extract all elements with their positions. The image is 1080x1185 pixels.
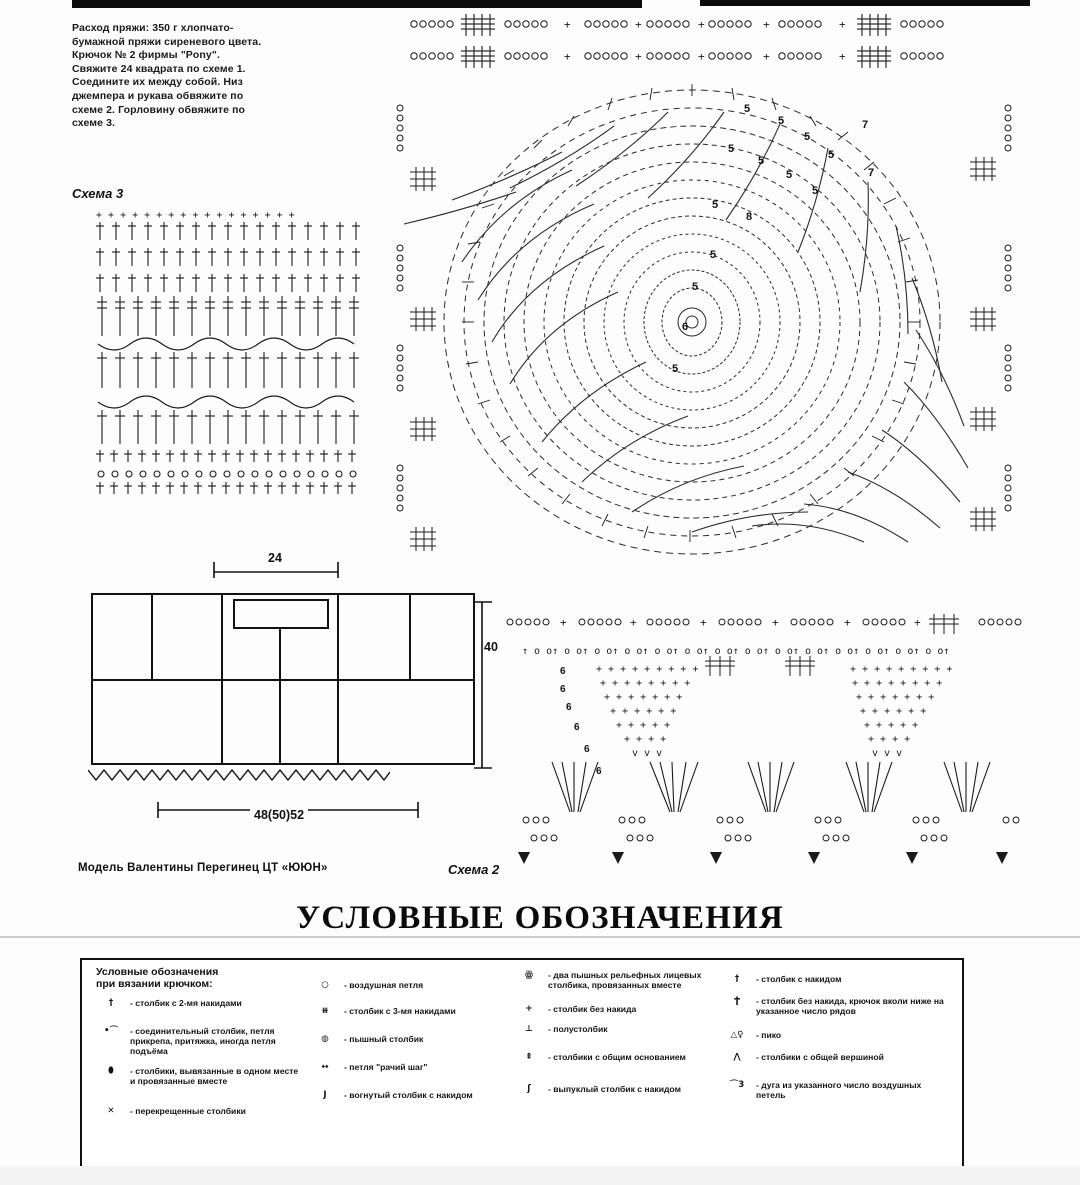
- legend-item-text: - столбик с накидом: [756, 974, 842, 984]
- scheme2-row-number: 6: [584, 744, 590, 755]
- instruction-line: Расход пряжи: 350 г хлопчато-: [72, 22, 234, 34]
- double-crochet-icon: †: [734, 974, 740, 984]
- legend-item: [96, 1106, 302, 1126]
- scheme2-row-number: 6: [596, 766, 602, 777]
- legend-item-text: - пико: [756, 1030, 782, 1040]
- scheme1-round-motif: [392, 12, 1032, 632]
- instruction-line: Крючок № 2 фирмы "Pony".: [72, 49, 220, 62]
- legend-item-text: - столбики с общим основанием: [548, 1052, 686, 1062]
- svg-text:+ + + + + + + + +: + + + + + + + + +: [596, 664, 699, 675]
- legend-column-4: [722, 966, 948, 1170]
- chain-icon: ○: [321, 980, 329, 990]
- legend-item: [722, 996, 948, 1030]
- scheme2-row-number: 6: [574, 722, 580, 733]
- legend-item-text: - два пышных рельефных лицевых столбика, провязанных вместе: [548, 970, 702, 990]
- slip-stitch-icon: •⌒: [103, 1026, 119, 1036]
- svg-text:5: 5: [712, 199, 719, 211]
- legend-item: [96, 998, 302, 1020]
- model-credit: Модель Валентины Перегинец ЦТ «ЮЮН»: [78, 862, 328, 874]
- svg-text:5: 5: [828, 149, 835, 161]
- svg-text:+ + + + + + +: + + + + + + +: [856, 692, 935, 703]
- svg-text:+: +: [844, 616, 851, 629]
- concave-stitch-icon: Ϳ: [323, 1090, 327, 1100]
- svg-text:v v v: v v v: [872, 748, 903, 759]
- legend-item-text: - дуга из указанного число воздушных петель: [756, 1080, 922, 1100]
- chain-arc-icon: ⌒3: [729, 1080, 745, 1090]
- svg-text:8: 8: [746, 211, 753, 223]
- top-black-bar-right: [700, 0, 1030, 6]
- cluster-icon: ⬮: [108, 1066, 114, 1076]
- scheme2-row-number: 6: [560, 684, 566, 695]
- legend-divider: [0, 936, 1080, 938]
- treble-3yo-icon: ⧻: [321, 1006, 329, 1016]
- legend-title: УСЛОВНЫЕ ОБОЗНАЧЕНИЯ: [295, 900, 785, 936]
- instruction-line: Свяжите 24 квадрата по схеме 1.: [72, 62, 246, 75]
- legend-header-line1: Условные обозначения: [96, 966, 219, 978]
- scheme3-chart: [96, 210, 366, 500]
- picot-icon: △♀: [730, 1030, 744, 1040]
- single-crochet-icon: +: [525, 1004, 533, 1014]
- svg-text:+ + + + + + + +: + + + + + + + +: [852, 678, 943, 689]
- scheme2-label: Схема 2: [448, 862, 500, 877]
- svg-text:6: 6: [682, 321, 689, 333]
- legend-item-text: - столбики с общей вершиной: [756, 1052, 884, 1062]
- instruction-line: схеме 3.: [72, 117, 116, 130]
- legend-item: [514, 1052, 710, 1084]
- scheme2-row-number: 6: [566, 702, 572, 713]
- svg-text:+ + + + + +: + + + + + +: [610, 706, 677, 717]
- svg-text:+ + + + + + + + + +: + + + + + + + + + + + + + + + + +: [96, 210, 295, 221]
- legend-item: [310, 1034, 506, 1062]
- svg-text:+ + + + +: + + + + +: [864, 720, 919, 731]
- svg-text:5: 5: [710, 249, 717, 261]
- legend-item: [310, 1062, 506, 1090]
- svg-text:+: +: [839, 50, 846, 63]
- legend-item: [514, 1024, 710, 1052]
- treble-2yo-icon: †: [108, 998, 114, 1008]
- svg-text:5: 5: [786, 169, 793, 181]
- svg-text:5: 5: [758, 155, 765, 167]
- legend-item: [96, 1026, 302, 1060]
- svg-text:7: 7: [868, 167, 875, 179]
- bottom-fade: [0, 1166, 1080, 1185]
- legend-item-text: - соединительный столбик, петля прикрепа, притяжка, иногда петля подъёма: [130, 1026, 276, 1056]
- svg-text:v v v: v v v: [632, 748, 663, 759]
- svg-text:5: 5: [812, 185, 819, 197]
- svg-text:+: +: [630, 616, 637, 629]
- dimension-top-value: 24: [268, 551, 282, 565]
- legend-item: [96, 1066, 302, 1100]
- svg-text:+ + + + +: + + + + +: [616, 720, 671, 731]
- puff-stitch-icon: ◍: [321, 1034, 329, 1044]
- common-base-stitches-icon: ⇞: [525, 1052, 533, 1062]
- legend-item-text: - столбик без накида: [548, 1004, 637, 1014]
- svg-text:+: +: [772, 616, 779, 629]
- legend-item-text: - столбик без накида, крючок вколи ниже на указанное число рядов: [756, 996, 944, 1016]
- instruction-line: Соедините их между собой. Низ: [72, 76, 243, 89]
- legend-item: [722, 974, 948, 996]
- svg-text:+: +: [700, 616, 707, 629]
- legend-header-line2: при вязании крючком:: [96, 978, 213, 990]
- svg-text:+: +: [564, 18, 571, 31]
- round-number: 5: [744, 103, 751, 115]
- legend-item-text: - воздушная петля: [344, 980, 424, 990]
- legend-item: [722, 1030, 948, 1052]
- two-puff-relief-icon: ꙮ: [524, 970, 534, 980]
- svg-text:+ + + + + +: + + + + + +: [860, 706, 927, 717]
- svg-text:5: 5: [778, 115, 785, 127]
- top-black-bar-left: [72, 0, 642, 8]
- legend-column-1: [96, 966, 302, 1162]
- legend-item-text: - выпуклый столбик с накидом: [548, 1084, 681, 1094]
- svg-text:+ + + + + + + + +: + + + + + + + + +: [850, 664, 953, 675]
- legend-item: [310, 1090, 506, 1114]
- svg-text:+ + + +: + + + +: [868, 734, 911, 745]
- svg-text:5: 5: [672, 363, 679, 375]
- svg-text:5: 5: [692, 281, 699, 293]
- svg-text:+: +: [698, 18, 705, 31]
- svg-text:+ + + +: + + + +: [624, 734, 667, 745]
- scheme3-label: Схема 3: [72, 186, 124, 201]
- svg-text:↑ o o↑ o o↑ o o↑ o o↑ o o↑ o o: ↑ o o↑ o o↑ o o↑ o o↑ o o↑ o o↑ o o↑ o o↑ o o↑ o o↑ o o↑ o o↑ o o↑ o o↑: [522, 646, 950, 657]
- legend-item: [310, 1006, 506, 1034]
- common-top-stitches-icon: ⋀: [733, 1052, 741, 1062]
- svg-text:+ + + + + + + +: + + + + + + + +: [600, 678, 691, 689]
- legend-column-3: [514, 966, 710, 1166]
- legend-item-text: - столбик с 3-мя накидами: [344, 1006, 456, 1016]
- svg-text:5: 5: [804, 131, 811, 143]
- svg-text:+ + + + + + +: + + + + + + +: [604, 692, 683, 703]
- svg-text:+: +: [564, 50, 571, 63]
- legend-item: [310, 980, 506, 1006]
- svg-text:+: +: [635, 18, 642, 31]
- svg-text:+: +: [839, 18, 846, 31]
- legend-item: [514, 1084, 710, 1108]
- legend-item-text: - перекрещенные столбики: [130, 1106, 246, 1116]
- half-stitch-icon: ⊥: [525, 1024, 533, 1034]
- legend-item-text: - столбики, вывязанные в одном месте и провязанные вместе: [130, 1066, 299, 1086]
- legend-box: [80, 958, 964, 1168]
- instruction-line: бумажной пряжи сиреневого цвета.: [72, 35, 262, 48]
- instruction-line: джемпера и рукава обвяжите по: [72, 89, 244, 102]
- svg-text:+: +: [560, 616, 567, 629]
- legend-item: [722, 1080, 948, 1112]
- crossed-stitches-icon: ✕: [107, 1106, 115, 1116]
- svg-text:+: +: [914, 616, 921, 629]
- convex-stitch-icon: ʃ: [527, 1084, 531, 1094]
- svg-text:+: +: [763, 18, 770, 31]
- legend-item-text: - пышный столбик: [344, 1034, 424, 1044]
- crab-stitch-icon: ↔: [321, 1062, 329, 1072]
- scheme2-chart: [500, 612, 1030, 864]
- instruction-line: схеме 2. Горловину обвяжите по: [72, 103, 246, 116]
- legend-item-text: - вогнутый столбик с накидом: [344, 1090, 473, 1100]
- dimension-bottom-value: 48(50)52: [250, 808, 308, 822]
- legend-item-text: - полустолбик: [548, 1024, 608, 1034]
- svg-text:5: 5: [728, 143, 735, 155]
- svg-text:+: +: [698, 50, 705, 63]
- svg-text:7: 7: [862, 119, 869, 131]
- legend-item: [722, 1052, 948, 1080]
- legend-item-text: - столбик с 2-мя накидами: [130, 998, 242, 1008]
- svg-text:+: +: [763, 50, 770, 63]
- legend-column-2: [310, 966, 506, 1176]
- bottom-zigzag-edge: [88, 768, 390, 782]
- single-crochet-rows-below-icon: Ϯ: [734, 996, 740, 1006]
- legend-item-text: - петля "рачий шаг": [344, 1062, 428, 1072]
- svg-text:+: +: [635, 50, 642, 63]
- instructions-text: [72, 22, 310, 131]
- legend-item: [514, 970, 710, 1004]
- dimension-right-value: 40: [484, 640, 498, 654]
- legend-item: [514, 1004, 710, 1024]
- scheme2-row-number: 6: [560, 666, 566, 677]
